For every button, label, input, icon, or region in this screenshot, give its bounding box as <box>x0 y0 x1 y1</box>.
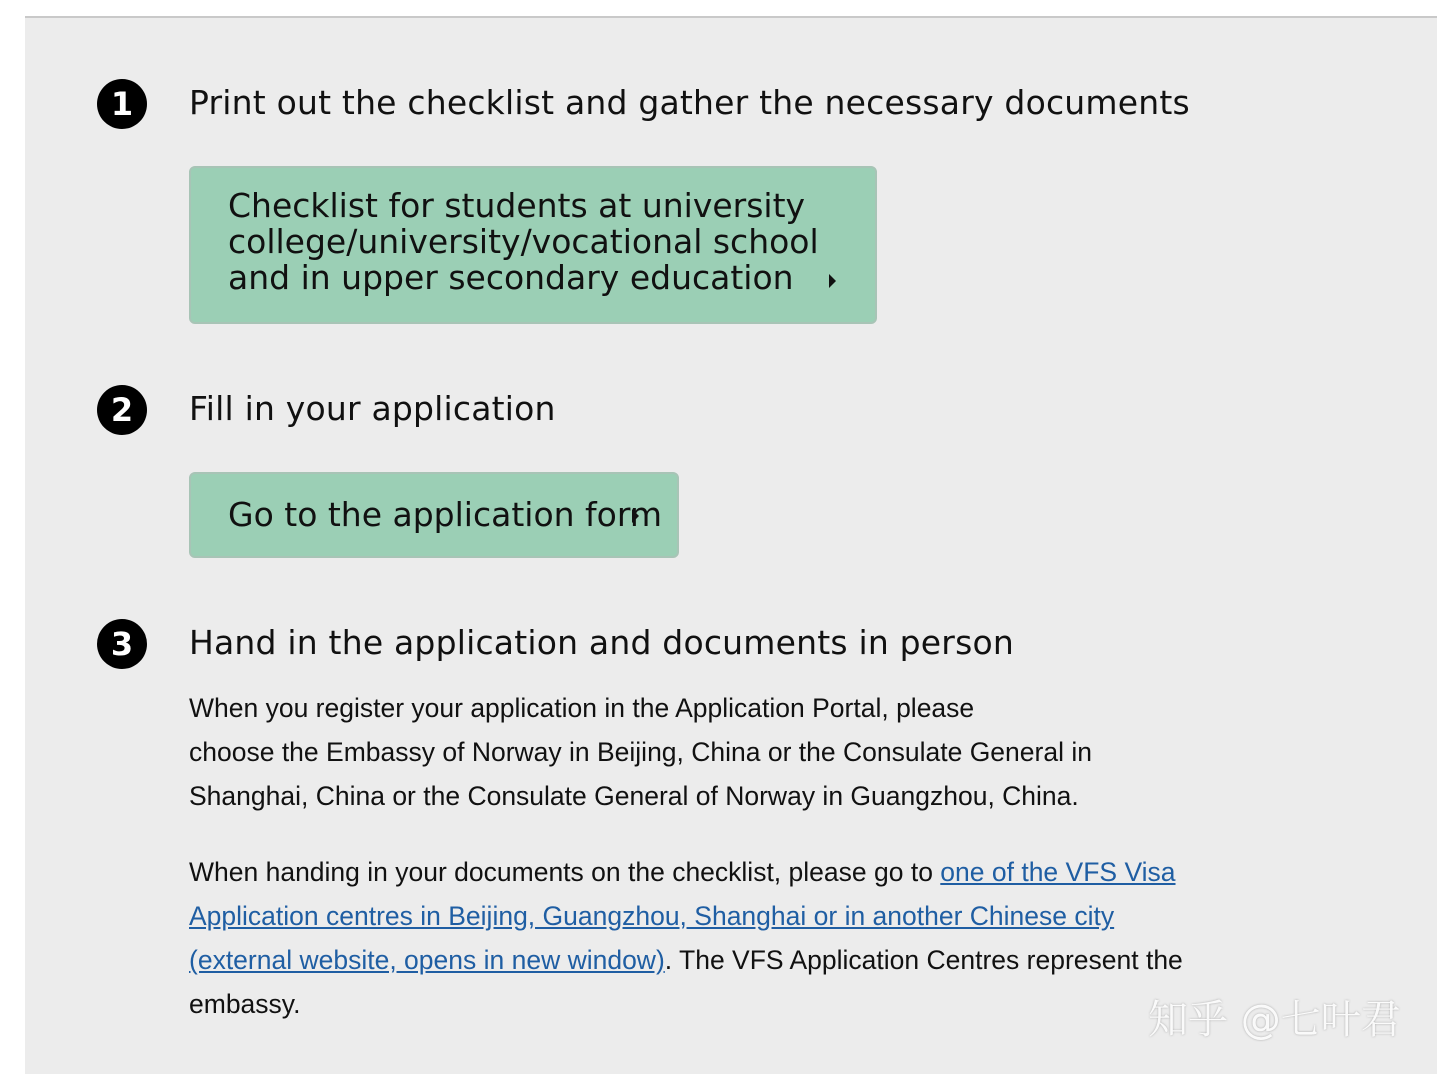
handing-in-line-1 <box>189 850 1183 894</box>
register-paragraph-line-2: choose the Embassy of Norway in Beijing, China or the Consulate General in <box>189 737 1092 767</box>
register-paragraph <box>189 686 1092 818</box>
caret-right-icon <box>632 509 639 523</box>
handing-in-paragraph <box>189 850 1183 1026</box>
step-3-badge: 3 <box>97 619 147 669</box>
handing-in-text-3: . The VFS Application Centres represent the <box>664 945 1183 975</box>
application-form-button[interactable] <box>189 472 679 558</box>
checklist-button[interactable] <box>189 166 877 324</box>
checklist-button-line-2: college/university/vocational school <box>228 222 819 261</box>
handing-in-line-2 <box>189 894 1183 938</box>
register-paragraph-line-1: When you register your application in the Application Portal, please <box>189 693 975 723</box>
checklist-button-line-3: and in upper secondary education <box>228 258 794 297</box>
handing-in-line-3 <box>189 938 1183 982</box>
step-2-title: Fill in your application <box>189 389 556 428</box>
checklist-button-line-1: Checklist for students at university <box>228 186 806 225</box>
handing-in-line-4: embassy. <box>189 989 301 1019</box>
application-form-button-label: Go to the application form <box>228 495 662 534</box>
step-3-title: Hand in the application and documents in person <box>189 623 1014 662</box>
step-1-title: Print out the checklist and gather the necessary documents <box>189 83 1190 122</box>
step-2-badge: 2 <box>97 385 147 435</box>
caret-right-icon <box>829 274 836 288</box>
watermark: 知乎 @七叶君 <box>1148 997 1401 1043</box>
step-1-badge: 1 <box>97 79 147 129</box>
vfs-link-part-2[interactable]: Application centres in Beijing, Guangzhou, Shanghai or in another Chinese city <box>189 901 1115 931</box>
vfs-link-part-3[interactable]: (external website, opens in new window) <box>189 945 665 975</box>
handing-in-text-1: When handing in your documents on the checklist, please go to <box>189 857 941 887</box>
vfs-link-part-1[interactable]: one of the VFS Visa <box>940 857 1176 887</box>
register-paragraph-line-3: Shanghai, China or the Consulate General of Norway in Guangzhou, China. <box>189 781 1079 811</box>
